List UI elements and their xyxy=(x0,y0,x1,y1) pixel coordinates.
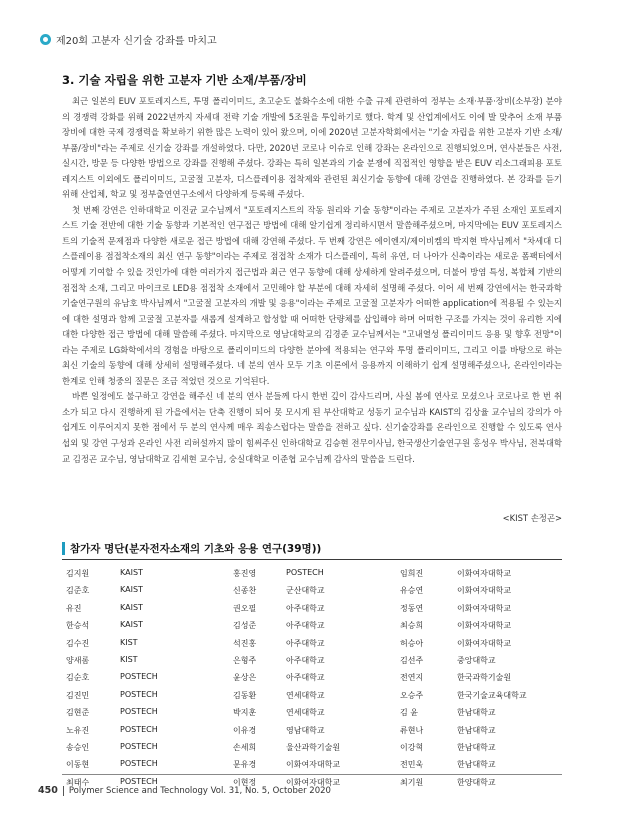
participant-name: 김진민 xyxy=(66,690,90,700)
participant-name: 김준호 xyxy=(66,586,90,596)
participant-affiliation: 군산대학교 xyxy=(286,586,325,596)
participant-affiliation: 아주대학교 xyxy=(286,621,325,631)
participant-affiliation: 중앙대학교 xyxy=(457,655,496,665)
participant-affiliation: KIST xyxy=(120,637,138,647)
participant-name: 최승희 xyxy=(400,621,424,631)
participant-name: 김성준 xyxy=(233,621,257,631)
participant-affiliation: 이화여자대학교 xyxy=(286,777,341,787)
participant-affiliation: 울산과학기술원 xyxy=(286,742,341,752)
participant-affiliation: POSTECH xyxy=(120,672,158,682)
journal-citation: Polymer Science and Technology Vol. 31, No. 5, October 2020 xyxy=(68,785,331,796)
participant-name: 문유경 xyxy=(233,760,257,770)
participant-affiliation: POSTECH xyxy=(120,741,158,751)
participant-name: 이강혁 xyxy=(400,742,424,752)
participant-name: 권오필 xyxy=(233,603,257,613)
author-signature: <KIST 손정곤> xyxy=(502,513,562,523)
article-body xyxy=(62,94,562,467)
paragraph-1: 최근 일본의 EUV 포토레지스트, 투명 폴리이미드, 초고순도 불화수소에 대한 수출 규제 관련하여 정부는 소재·부품·장비(소부장) 분야의 경쟁력 강화를 위해 2022년까지 자세대 전략 기술 개발에 5조원을 투입하기로 했다. 학계 및 산업계에서도 이에 발 맞추어 소재 부품 장비에 대한 국제 경쟁력을 확보하기 위한 많은 노력이 있어 왔으며, 이에 2020년 고분자학회에서는 "기술 자립을 위한 고분자 기반 소재/부품/장비"라는 주제로 신기술 강좌를 개설하였다. 다만, 2020년 코로나 이슈로 인해 강좌는 온라인으로 진행되었으며, 연사분들은 사전, 실시간, 방문 등 다양한 방법으로 강좌를 진행해 주셨다. 강좌는 특히 일본과의 기술 분쟁에 직접적인 영향을 받은 EUV 리소그래피용 포토레지스트 이외에도 폴리이미드, 고굴절 고분자, 디스플레이용 접착제와 관련된 최신기술 동향에 대해 강연을 진행하였다. 본 강좌를 듣기 위해 산업체, 학교 및 정부출연연구소에서 다양하게 등록해 주셨다. xyxy=(62,96,562,200)
participant-affiliation: 이화여자대학교 xyxy=(457,638,512,648)
participant-name: 김선주 xyxy=(400,655,424,665)
participant-name: 오승주 xyxy=(400,690,424,700)
participant-name: 전민욱 xyxy=(400,760,424,770)
bullet-icon xyxy=(40,34,51,45)
table-row xyxy=(62,756,562,773)
participants-title xyxy=(62,541,321,556)
participant-affiliation: KIST xyxy=(120,654,138,664)
participant-affiliation: 연세대학교 xyxy=(286,708,325,718)
participant-name: 전연지 xyxy=(400,673,424,683)
participant-name: 김수진 xyxy=(66,638,90,648)
running-header xyxy=(40,30,217,48)
participants-table xyxy=(62,565,562,791)
participant-name: 한승석 xyxy=(66,621,90,631)
participant-affiliation: POSTECH xyxy=(286,568,324,577)
participant-affiliation: POSTECH xyxy=(120,689,158,699)
page-footer xyxy=(38,785,331,796)
page-number: 450 xyxy=(38,785,58,796)
participant-affiliation: 이화여자대학교 xyxy=(457,569,512,578)
participant-name: 김동환 xyxy=(233,690,257,700)
participant-affiliation: 한국과학기술원 xyxy=(457,673,512,683)
participant-affiliation: 한남대학교 xyxy=(457,725,496,735)
participant-name: 김지원 xyxy=(66,569,90,578)
participant-affiliation: KAIST xyxy=(120,602,143,612)
table-row xyxy=(62,704,562,721)
participant-affiliation: 아주대학교 xyxy=(286,673,325,683)
participant-name: 김 윤 xyxy=(400,708,418,718)
participant-name: 최기원 xyxy=(400,777,424,787)
participant-name: 윤상은 xyxy=(233,673,257,683)
participant-affiliation: KAIST xyxy=(120,568,143,577)
participant-affiliation: POSTECH xyxy=(120,707,158,717)
participants-title-text: 참가자 명단(분자전자소재의 기초와 응용 연구(39명)) xyxy=(70,543,322,555)
participant-affiliation: 아주대학교 xyxy=(286,655,325,665)
participant-name: 은형주 xyxy=(233,655,257,665)
table-row xyxy=(62,652,562,669)
participant-name: 유승연 xyxy=(400,586,424,596)
participant-name: 양새롬 xyxy=(66,655,90,665)
table-row xyxy=(62,669,562,686)
participant-name: 노유진 xyxy=(66,725,90,735)
participant-name: 김순호 xyxy=(66,673,90,683)
participant-name: 임희진 xyxy=(400,569,424,578)
participant-affiliation: 한남대학교 xyxy=(457,708,496,718)
paragraph-3: 바쁜 일정에도 불구하고 강연을 해주신 네 분의 연사 분들께 다시 한번 깊이 감사드리며, 사실 봄에 연사로 모셨으나 코로나로 한 번 취소가 되고 다시 진행하게 된 가을에서는 단축 진행이 되어 못 모시게 된 부산대학교 성동기 교수님과 KAIST의 김상율 교수님의 강의가 아쉽게도 이루어지지 못한 점에서 두 분의 연사께 매우 죄송스럽다는 말씀을 전하고 싶다. 신기술강좌를 온라인으로 진행할 수 있도록 연사 섭외 및 강연 구성과 온라인 사전 리허설까지 많이 힘써주신 인하대학교 김승현 전무이사님, 한국생산기술연구원 홍성우 박사님, 전북대학교 김정곤 교수님, 영남대학교 김세현 교수님, 숭실대학교 이준협 교수님께 감사의 말씀을 드린다. xyxy=(62,391,562,464)
participant-name: 김현준 xyxy=(66,708,90,718)
table-row xyxy=(62,635,562,652)
participant-name: 이동현 xyxy=(66,760,90,770)
participant-name: 송승인 xyxy=(66,742,90,752)
participant-name: 최태수 xyxy=(66,777,90,787)
table-row xyxy=(62,617,562,634)
participant-affiliation: POSTECH xyxy=(120,724,158,734)
participant-affiliation: 영남대학교 xyxy=(286,725,325,735)
participant-affiliation: POSTECH xyxy=(120,759,158,769)
participant-affiliation: POSTECH xyxy=(120,776,158,786)
participant-affiliation: 한남대학교 xyxy=(457,760,496,770)
table-row xyxy=(62,600,562,617)
participant-name: 신종찬 xyxy=(233,586,257,596)
participant-name: 이현정 xyxy=(233,777,257,787)
participant-name: 정동연 xyxy=(400,603,424,613)
participant-name: 홍진영 xyxy=(233,569,257,578)
table-bottom-rule xyxy=(62,774,562,775)
participant-name: 박지훈 xyxy=(233,708,257,718)
participant-affiliation: KAIST xyxy=(120,585,143,595)
table-row xyxy=(62,687,562,704)
participant-name: 유진 xyxy=(66,603,82,613)
participant-affiliation: 아주대학교 xyxy=(286,638,325,648)
table-row xyxy=(62,582,562,599)
participant-affiliation: 이화여자대학교 xyxy=(457,603,512,613)
footer-divider xyxy=(63,786,64,796)
table-row xyxy=(62,565,562,582)
participant-affiliation: 이화여자대학교 xyxy=(457,586,512,596)
table-top-rule xyxy=(62,559,562,560)
participant-name: 손세희 xyxy=(233,742,257,752)
participant-affiliation: 이화여자대학교 xyxy=(457,621,512,631)
table-row xyxy=(62,722,562,739)
participant-name: 류현나 xyxy=(400,725,424,735)
participant-affiliation: 한남대학교 xyxy=(457,742,496,752)
participant-affiliation: 한국기술교육대학교 xyxy=(457,690,527,700)
section-title: 3. 기술 자립을 위한 고분자 기반 소재/부품/장비 xyxy=(62,73,307,87)
participant-affiliation: 아주대학교 xyxy=(286,603,325,613)
paragraph-2: 첫 번째 강연은 인하대학교 이진균 교수님께서 "포토레지스트의 작동 원리와 기술 동향"이라는 주제로 고분자가 주된 소재인 포토레지스트 기술 전반에 대한 기술 동향과 기본적인 연구접근 방법에 대해 알기쉽게 정리하시면서 말씀해주셨으며, 마지막에는 EUV 포토레지스트의 기술적 문제점과 다양한 새로운 접근 방법에 대해 강연해 주셨다. 두 번째 강연은 에이엔지/제이비켐의 박지현 박사님께서 "차세대 디스플레이용 점접착소재의 최신 연구 동향"이라는 주제로 점접착 소재가 디스플레이, 특히 유연, 더 나아가 신축이라는 새로운 폼팩터에서 어떻게 기여할 수 있을 것인가에 대한 여러가지 접근법과 최근 연구 동향에 대해 상세하게 알려주셨으며, 더불어 방염 특성, 복합체 기반의 점접착 소재, 그리고 마이크로 LED용 점접착 소재에서 고민해야 할 부분에 대해 자세히 설명해 주셨다. 이어 세 번째 강연에서는 한국과학기술연구원의 유남호 박사님께서 "고굴절 고분자의 개발 및 응용"이라는 주제로 고굴절 고분자가 어떠한 application에 적용될 수 있는지에 대한 설명과 함께 고굴절 고분자를 새롭게 설계하고 합성할 때 어떠한 단량체를 삽입해야 하며 어떠한 구조를 가지는 것이 유리한 지에 대한 다양한 접근 방법에 대해 말씀해 주셨다. 마지막으로 영남대학교의 김경준 교수님께서는 "고내열성 폴리이미드 응용 및 향후 전망"이라는 주제로 LG화학에서의 경험을 바탕으로 폴리이미드의 다양한 분야에 적용되는 연구와 투명 폴리이미드, 그리고 이를 바탕으로 하는 최신 기술의 동향에 대해 상세히 설명해주셨다. 네 분의 연사 모두 기초 이론에서 응용까지 이해하기 쉽게 설명해주셨으나, 온라인이라는 한계로 인해 청중의 질문은 조금 적었던 것으로 기억된다. xyxy=(62,204,562,386)
participant-affiliation: 한양대학교 xyxy=(457,777,496,787)
participant-affiliation: 연세대학교 xyxy=(286,690,325,700)
participant-affiliation: 이화여자대학교 xyxy=(286,760,341,770)
participant-name: 허승아 xyxy=(400,638,424,648)
participant-affiliation: KAIST xyxy=(120,620,143,630)
running-header-title: 제20회 고분자 신기술 강좌를 마치고 xyxy=(56,35,217,47)
participant-name: 석진홍 xyxy=(233,638,257,648)
accent-bar xyxy=(62,542,65,555)
table-row xyxy=(62,739,562,756)
participant-name: 이유경 xyxy=(233,725,257,735)
